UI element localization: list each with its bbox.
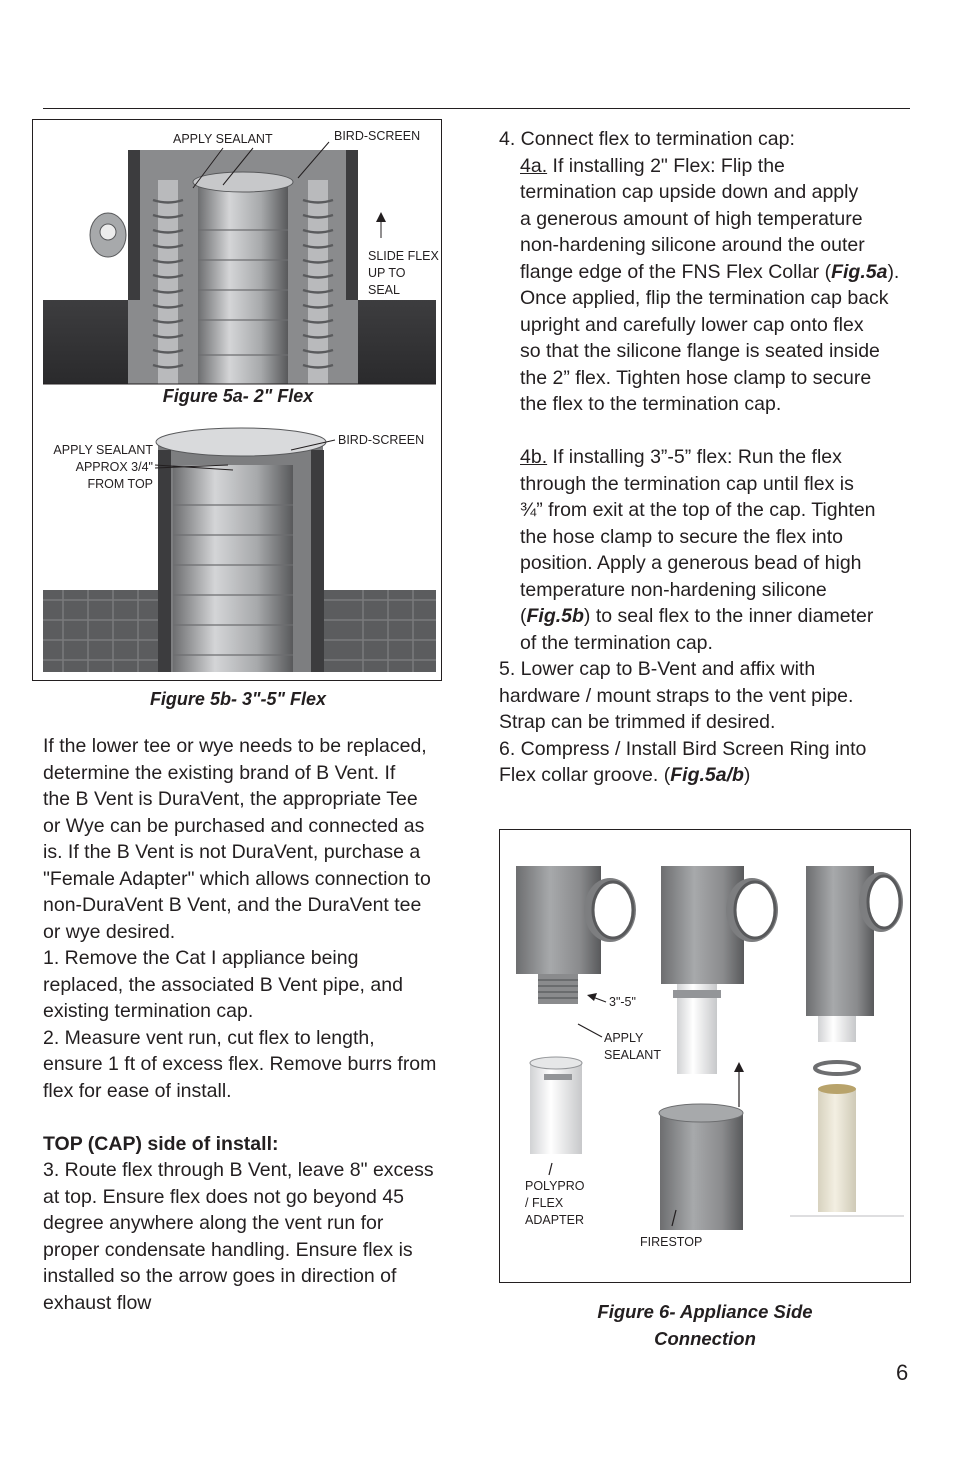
polypro-label-line3: ADAPTER (525, 1213, 585, 1227)
bird-screen-label-5b: BIRD-SCREEN (338, 433, 425, 447)
apply-sealant-label-5b-line3: FROM TOP (87, 477, 153, 491)
figure-5-box (32, 119, 442, 681)
step-4: 4. Connect flex to termination cap: (499, 128, 795, 150)
step-line: of the termination cap. (520, 631, 713, 654)
step-line: ( (520, 605, 527, 627)
step-line: ) (743, 764, 751, 786)
step-2 (43, 1025, 455, 1105)
figure-6-caption (499, 1298, 911, 1352)
intro-line: non-DuraVent B Vent, and the DuraVent tee (43, 894, 422, 916)
step-6 (499, 736, 914, 789)
fig-5ab-reference: Fig.5a/b (670, 764, 744, 786)
step-line: temperature non-hardening silicone (520, 578, 827, 601)
step-line: through the termination cap until flex is (520, 472, 854, 495)
intro-line: If the lower tee or wye needs to be replaced, (43, 735, 427, 757)
apply-sealant-label-line2: SEALANT (604, 1048, 661, 1062)
step-line: position. Apply a generous bead of high (520, 552, 862, 574)
step-line: so that the silicone flange is seated inside (520, 340, 880, 362)
intro-line: or Wye can be purchased and connected as (43, 814, 425, 837)
step-4b (499, 444, 914, 656)
intro-line: the B Vent is DuraVent, the appropriate Tee (43, 788, 418, 810)
right-column-text (499, 126, 914, 789)
figure-6-caption-line: Figure 6- Appliance Side (597, 1301, 813, 1322)
step-line: existing termination cap. (43, 1000, 254, 1022)
step-1 (43, 945, 455, 1025)
figure-6-caption-line: Connection (654, 1328, 756, 1349)
step-line: Strap can be trimmed if desired. (499, 711, 776, 733)
step-line: 3. Route flex through B Vent, leave 8" excess (43, 1159, 434, 1181)
step-line: a generous amount of high temperature (520, 207, 863, 230)
step-line: ¾” from exit at the top of the cap. Tighten (520, 499, 876, 521)
polypro-label-line1: POLYPRO (525, 1179, 585, 1193)
step-line: 5. Lower cap to B-Vent and affix with (499, 658, 816, 680)
step-line: 1. Remove the Cat I appliance being (43, 947, 359, 969)
intro-paragraph (43, 733, 455, 945)
firestop-label: FIRESTOP (640, 1235, 703, 1249)
step-line: degree anywhere along the vent run for (43, 1212, 384, 1234)
left-column-text (43, 733, 455, 1316)
header-rule (43, 108, 910, 109)
intro-line: determine the existing brand of B Vent. If (43, 761, 396, 784)
step-line: at top. Ensure flex does not go beyond 45 (43, 1185, 405, 1208)
step-line: non-hardening silicone around the outer (520, 234, 865, 256)
fig-5b-reference: Fig.5b (526, 605, 584, 627)
step-line: ) to seal flex to the inner diameter (583, 605, 874, 627)
slide-flex-label-line1: SLIDE FLEX (368, 249, 439, 263)
step-line: proper condensate handling. Ensure flex is (43, 1238, 413, 1261)
step-line: flange edge of the FNS Flex Collar ( (520, 260, 832, 283)
slide-flex-label-line2: UP TO (368, 266, 406, 280)
step-line: Once applied, flip the termination cap back (520, 287, 889, 309)
step-line: hardware / mount straps to the vent pipe. (499, 684, 854, 707)
size-label: 3"-5" (609, 995, 636, 1009)
figure-5b-caption: Figure 5b- 3"-5" Flex (149, 689, 327, 709)
step-line: exhaust flow (43, 1291, 152, 1314)
step-4a (499, 153, 914, 445)
step-5 (499, 656, 914, 736)
apply-sealant-label-5a: APPLY SEALANT (173, 132, 273, 146)
fig-5a-reference: Fig.5a (831, 260, 888, 283)
step-line: termination cap upside down and apply (520, 181, 859, 203)
apply-sealant-label-line1: APPLY (604, 1031, 644, 1045)
apply-sealant-label-5b-line2: APPROX 3/4" (75, 460, 153, 474)
step-line: If installing 2" Flex: Flip the (547, 154, 785, 177)
bird-screen-label-5a: BIRD-SCREEN (334, 129, 421, 143)
step-line: ). (887, 260, 900, 283)
step-line: 2. Measure vent run, cut flex to length, (43, 1026, 375, 1049)
step-line: Flex collar groove. ( (499, 764, 671, 786)
intro-line: "Female Adapter" which allows connection to (43, 867, 431, 890)
intro-line: or wye desired. (43, 920, 176, 943)
step-line: installed so the arrow goes in direction of (43, 1265, 397, 1287)
step-line: 6. Compress / Install Bird Screen Ring into (499, 737, 867, 760)
apply-sealant-label-5b-line1: APPLY SEALANT (53, 443, 153, 457)
step-line: ensure 1 ft of excess flex. Remove burrs from (43, 1053, 437, 1075)
slide-flex-label-line3: SEAL (368, 283, 400, 297)
intro-line: is. If the B Vent is not DuraVent, purchase a (43, 841, 421, 863)
step-line: the 2” flex. Tighten hose clamp to secure (520, 366, 872, 389)
figure-5a-caption: Figure 5a- 2" Flex (162, 386, 314, 406)
page-number: 6 (896, 1360, 909, 1385)
step-line: upright and carefully lower cap onto flex (520, 313, 864, 336)
step-line: the hose clamp to secure the flex into (520, 525, 844, 548)
polypro-label-line2: / FLEX (525, 1196, 564, 1210)
step-line: replaced, the associated B Vent pipe, and (43, 973, 403, 996)
figure-6-box (499, 829, 911, 1283)
step-4b-label: 4b. (520, 446, 548, 468)
step-line: the flex to the termination cap. (520, 393, 782, 415)
step-4a-label: 4a. (520, 154, 548, 177)
step-line: If installing 3”-5” flex: Run the flex (547, 446, 842, 468)
step-3 (43, 1157, 455, 1316)
step-line: flex for ease of install. (43, 1079, 232, 1102)
section-heading: TOP (CAP) side of install: (43, 1132, 279, 1155)
